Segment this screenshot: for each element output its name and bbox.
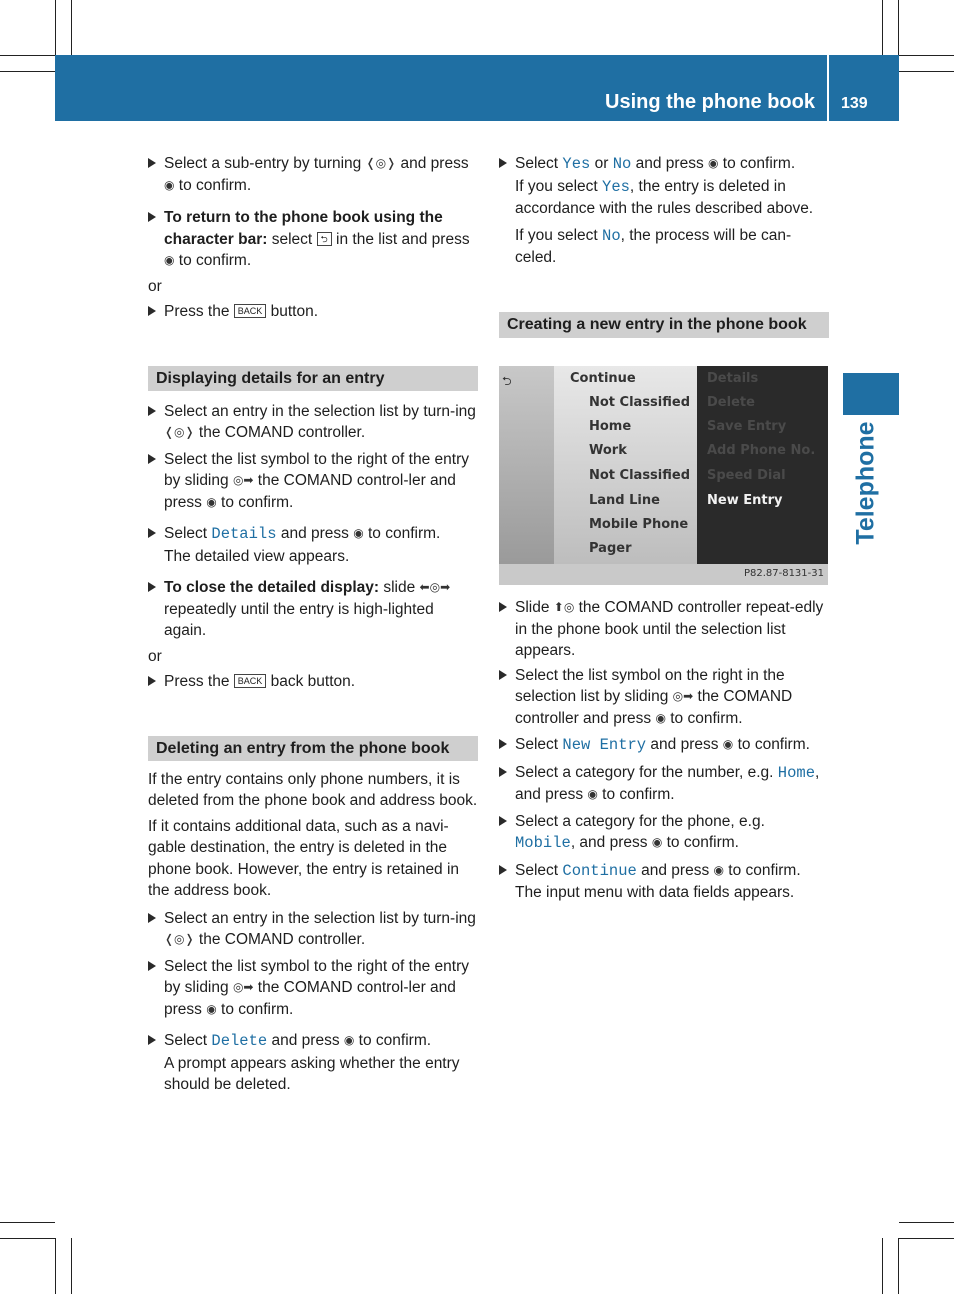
crop-mark bbox=[71, 0, 72, 55]
crop-mark bbox=[0, 71, 55, 72]
crop-mark bbox=[55, 1238, 56, 1294]
step: Select Continue and press ◉ to confirm. The input menu with data fields appears. bbox=[499, 860, 829, 904]
page-title: Using the phone book bbox=[605, 91, 815, 113]
screen-menu-item: Save Entry bbox=[707, 419, 787, 434]
step: To close the detailed display: slide ⬅◎➡ repeatedly until the entry is high-lighted again. bbox=[148, 577, 478, 642]
step: Press the BACK button. bbox=[148, 301, 478, 323]
display-screenshot bbox=[499, 366, 828, 585]
back-list-icon: ⮌ bbox=[317, 232, 332, 246]
controller-press-icon: ◉ bbox=[708, 156, 719, 170]
step: Select an entry in the selection list by turn-ing ❬◎❭ the COMAND controller. bbox=[148, 401, 478, 444]
menu-term: Details bbox=[211, 525, 277, 543]
menu-term: Delete bbox=[211, 1032, 268, 1050]
menu-term: Home bbox=[777, 763, 816, 782]
controller-slide-right-icon: ◎➡ bbox=[232, 980, 254, 994]
screen-list-item: Mobile Phone bbox=[589, 517, 689, 532]
controller-press-icon: ◉ bbox=[651, 835, 663, 849]
crop-mark bbox=[899, 71, 954, 72]
step: Select Yes or No and press ◉ to confirm. If you select Yes, the entry is deleted in accordance with the rules described above. bbox=[499, 153, 829, 220]
controller-press-icon: ◉ bbox=[164, 177, 175, 192]
header-separator bbox=[827, 55, 829, 121]
step: Select the list symbol to the right of the entry by sliding ◎➡ the COMAND control-ler and press ◉ to confirm. bbox=[148, 956, 478, 1021]
menu-term: Mobile bbox=[515, 834, 571, 852]
screen-menu-item: Speed Dial bbox=[707, 468, 786, 483]
back-button-icon: BACK bbox=[234, 304, 267, 318]
crop-mark bbox=[71, 1238, 72, 1294]
screen-left-panel bbox=[499, 366, 554, 564]
step: To return to the phone book using the character bar: select ⮌ in the list and press ◉ to confirm. bbox=[148, 207, 478, 272]
screen-menu-item: Details bbox=[707, 371, 759, 386]
controller-turn-icon: ❬◎❭ bbox=[365, 156, 397, 170]
left-column bbox=[148, 153, 478, 1096]
screen-menu-item: Delete bbox=[707, 395, 755, 410]
screen-list-item: Pager bbox=[589, 541, 632, 556]
menu-term: Yes bbox=[602, 177, 630, 196]
paragraph: If it contains additional data, such as a navi-gable destination, the entry is deleted in the phone book. However, the entry is retained in the address book. bbox=[148, 817, 460, 899]
screen-continue: Continue bbox=[570, 371, 636, 386]
controller-press-icon: ◉ bbox=[206, 494, 217, 509]
step: Select a category for the number, e.g. Home, and press ◉ to confirm. bbox=[499, 762, 829, 806]
right-column-bottom bbox=[499, 597, 829, 904]
screen-list-item: Work bbox=[589, 443, 627, 458]
controller-press-icon: ◉ bbox=[353, 526, 364, 540]
screen-menu-item: Add Phone No. bbox=[707, 443, 816, 458]
back-icon: ⮌ bbox=[502, 374, 512, 388]
screen-list-item: Not Classified bbox=[589, 395, 691, 410]
controller-turn-icon: ❬◎❭ bbox=[164, 425, 195, 439]
controller-turn-icon: ❬◎❭ bbox=[164, 932, 195, 946]
step: Select the list symbol on the right in the selection list by sliding ◎➡ the COMAND controller and press ◉ to confirm. bbox=[499, 665, 829, 730]
controller-slide-icon: ⬅◎➡ bbox=[419, 580, 451, 594]
step: Select a sub-entry by turning ❬◎❭ and press ◉ to confirm. bbox=[148, 153, 478, 196]
controller-press-icon: ◉ bbox=[206, 1001, 217, 1016]
right-column-top bbox=[499, 153, 829, 338]
section-heading: Creating a new entry in the phone book bbox=[499, 312, 829, 338]
paragraph: If you select No, the process will be can-celed. bbox=[515, 226, 792, 266]
controller-slide-right-icon: ◎➡ bbox=[232, 473, 254, 487]
section-heading: Displaying details for an entry bbox=[148, 366, 478, 391]
paragraph: If the entry contains only phone numbers, it is deleted from the phone book and address book. bbox=[148, 770, 478, 809]
controller-slide-up-icon: ⬆◎ bbox=[553, 600, 575, 614]
menu-term: Continue bbox=[562, 861, 637, 880]
step: Select Details and press ◉ to confirm. The detailed view appears. bbox=[148, 523, 478, 567]
step: Press the BACK back button. bbox=[148, 671, 478, 693]
controller-press-icon: ◉ bbox=[713, 862, 724, 877]
step: Select the list symbol to the right of the entry by sliding ◎➡ the COMAND control-ler and press ◉ to confirm. bbox=[148, 449, 478, 514]
step: Select an entry in the selection list by turn-ing ❬◎❭ the COMAND controller. bbox=[148, 908, 478, 951]
crop-mark bbox=[898, 1238, 899, 1294]
controller-slide-right-icon: ◎➡ bbox=[672, 689, 694, 703]
crop-mark bbox=[882, 0, 883, 55]
chapter-tab-label: Telephone bbox=[851, 421, 880, 545]
crop-mark bbox=[899, 1222, 954, 1223]
crop-mark bbox=[882, 1238, 883, 1294]
step: Select Delete and press ◉ to confirm. A prompt appears asking whether the entry should be deleted. bbox=[148, 1030, 478, 1096]
controller-press-icon: ◉ bbox=[343, 1033, 355, 1047]
controller-press-icon: ◉ bbox=[655, 710, 666, 725]
crop-mark bbox=[0, 1222, 55, 1223]
menu-term: No bbox=[612, 155, 632, 173]
menu-term: No bbox=[602, 226, 621, 245]
figure-code: P82.87-8131-31 bbox=[743, 568, 824, 579]
menu-term: New Entry bbox=[562, 736, 647, 754]
chapter-tab bbox=[843, 373, 899, 415]
step: Select a category for the phone, e.g. Mobile, and press ◉ to confirm. bbox=[499, 811, 829, 855]
section-heading: Deleting an entry from the phone book bbox=[148, 736, 478, 761]
page-number: 139 bbox=[841, 95, 868, 112]
back-button-icon: BACK bbox=[234, 674, 267, 688]
screen-list-item: Land Line bbox=[589, 493, 660, 508]
controller-press-icon: ◉ bbox=[164, 253, 175, 267]
page-header bbox=[55, 55, 899, 121]
menu-term: Yes bbox=[562, 155, 591, 173]
screen-list-item: Home bbox=[589, 419, 632, 434]
crop-mark bbox=[55, 0, 56, 55]
crop-mark bbox=[0, 55, 55, 56]
crop-mark bbox=[899, 1238, 954, 1239]
crop-mark bbox=[898, 0, 899, 55]
step: Slide ⬆◎ the COMAND controller repeat-edly in the phone book until the selection list appears. bbox=[499, 597, 829, 662]
crop-mark bbox=[899, 55, 954, 56]
screen-menu-item-selected: New Entry bbox=[707, 493, 783, 508]
or-text: or bbox=[148, 647, 162, 665]
step: Select New Entry and press ◉ to confirm. bbox=[499, 734, 829, 757]
controller-press-icon: ◉ bbox=[722, 737, 734, 751]
controller-press-icon: ◉ bbox=[587, 787, 598, 801]
crop-mark bbox=[0, 1238, 55, 1239]
screen-list-item: Not Classified bbox=[589, 468, 691, 483]
or-text: or bbox=[148, 277, 162, 295]
